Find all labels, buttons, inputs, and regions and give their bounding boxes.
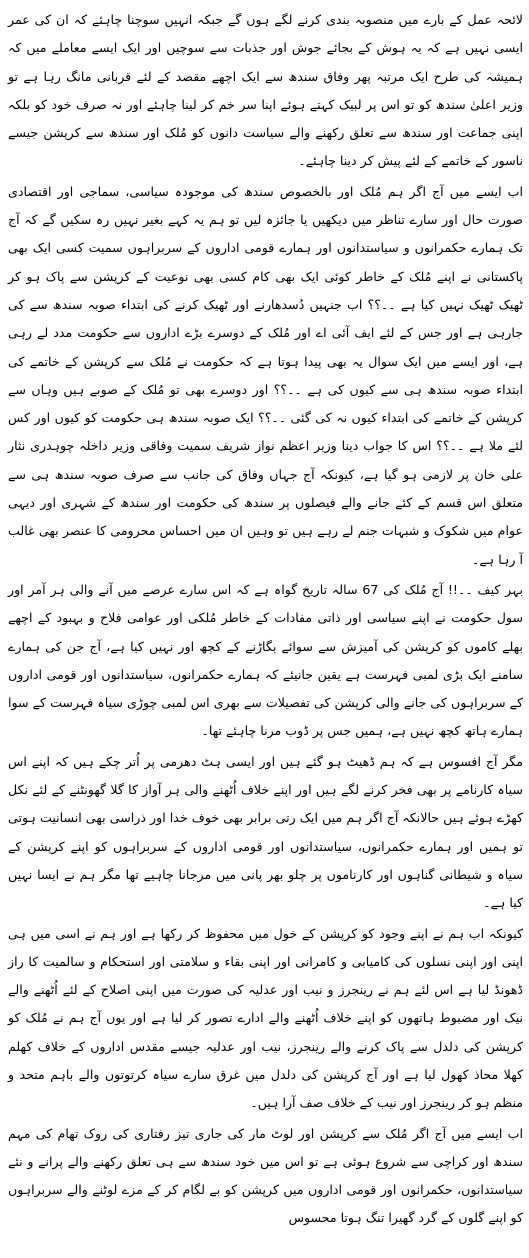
paragraph: مگر آج افسوس ہے کہ ہم ڈھیٹ ہو گئے ہیں اور ایسی ہٹ دھرمی پر اُتر چکے ہیں کہ اپنے اس سیاہ کارنامے پر بھی فخر کرنے لگے ہیں اور اپنے خلاف اُٹھنے والی ہر آواز کا گلا گھونٹنے کے لئے نکل کھڑے ہوئے ہیں حالانکہ آج اگر ہم میں ایک رتی برابر بھی خوف خدا اور ذراسی بھی انسانیت ہوتی تو ہمیں اور ہمارے حکمرانوں، سیاستدانوں اور قومی اداروں کے سربراہوں کو اپنے کرپشن کے سیاہ و شیطانی گناہوں اور کارناموں پر چلو بھر پانی میں مرجانا چاہیے تھا مگر ہم نے ایسا نہیں کیا ہے۔ [8, 753, 523, 911]
paragraph: لائحہ عمل کے بارے میں منصوبہ بندی کرنے لگے ہوں گے جبکہ انہیں سوچنا چاہئے کہ ان کی عمر ایسی نہیں ہے کہ یہ ہوش کے بجائے جوش اور جذبات سے سوچیں اور ایک ایسے معاملے میں کہ ہمیشہ کی طرح ایک مرتبہ پھر وفاق سندھ سے ایک اچھے مقصد کے لئے قربانی مانگ رہا ہے تو وزیر اعلیٰ سندھ کو تو اس پر لبیک کہتے ہوئے اپنا سر خم کر لینا چاہئے اور نہ صرف خود کو بلکہ اپنی جماعت اور سندھ سے تعلق رکھنے والے سیاست دانوں کو مُلک اور سندھ سے کرپشن جیسے ناسور کے خاتمے کے لئے پیش کر دینا چاہئے۔ [8, 12, 523, 169]
paragraph: کیونکہ اب ہم نے اپنے وجود کو کرپشن کے خول میں محفوظ کر رکھا ہے اور ہم نے اسی میں ہی اپنی اور اپنی نسلوں کی کامیابی و کامرانی اور اپنی بقاء و سلامتی اور استحکام و سالمیت کا راز ڈھونڈ لیا ہے اس لئے ہم نے رینجرز و نیب اور عدلیہ کی صورت میں اپنی اصلاح کے لئے اُٹھنے والے نیک اور مضبوط ہاتھوں کو اپنے خلاف اُٹھنے والے ادارے تصور کر لیا ہے اور یوں آج ہم نے مُلک کو کرپشن کی دلدل سے پاک کرنے والے رینجرز، نیب اور عدلیہ جیسے مقدس اداروں کے خلاف کھلم کھلا محاذ کھول لیا ہے اور آج کرپشن کی دلدل میں غرق سارے سیاہ کرتوتوں والے باہم متحد و منظم ہو کر رینجرز اور نیب کے خلاف صف آرا ہیں۔ [8, 925, 523, 1111]
paragraph: اب ایسے میں آج اگر مُلک سے کرپشن اور لوٹ مار کی جاری تیز رفتاری کی روک تھام کی مہم سندھ اور کراچی سے شروع ہوئی ہے تو اس میں خود سندھ سے ہی تعلق رکھنے والے پرانے و نئے سیاستدانوں، حکمرانوں اور قومی اداروں میں کرپشن کو بے لگام کر کے مزے لوٹنے والے سربراہوں کو اپنے گلوں کے گرد گھیرا تنگ ہوتا محسوس [8, 1125, 523, 1226]
paragraph: بہر کیف ۔۔!! آج مُلک کی 67 سالہ تاریخ گواہ ہے کہ اس سارے عرصے میں آنے والی ہر آمر اور سول حکومت نے اپنے سیاسی اور ذاتی مفادات کے خاطر مُلکی اور عوامی فلاح و بہبود کے اچھے بھلے کاموں کو کرپشن کی آمیزش سے سوائے بگاڑنے کے کچھ اور نہیں کیا ہے، آج جن کی ہمارے سامنے ایک بڑی لمبی فہرست ہے یقین جانیئے کہ ہمارے حکمرانوں، سیاستدانوں اور قومی اداروں کے سربراہوں کی جانے والی کرپشن کی تفصیلات سے بھری اس لمبی چوڑی سیاہ فہرست کے سوا ہمارے ہاتھ کچھ نہیں ہے، ہمیں جس پر ڈوب مرنا چاہئے تھا۔ [8, 581, 523, 739]
paragraph: اب ایسے میں آج اگر ہم مُلک اور بالخصوص سندھ کی موجودہ سیاسی، سماجی اور اقتصادی صورت حال اور سارے تناظر میں دیکھیں یا جائزہ لیں تو ہم یہ کہے بغیر نہیں رہ سکیں گے کہ آج تک ہمارے حکمرانوں و سیاستدانوں اور ہمارے قومی اداروں کے سربراہوں سمیت کسی ایک بھی پاکستانی نے اپنے مُلک کے خاطر کوئی ایک بھی کام کسی بھی نوعیت کے کرپشن سے پاک ہو کر ٹھیک ٹھیک نہیں کیا ہے ۔۔؟؟ اب جنہیں دُسدھارنے اور ٹھیک کرنے کی ابتداء صوبہ سندھ سے کی جارہی ہے اور جس کے لئے ایف آئی اے اور مُلک کے دوسرے بڑے اداروں سے حکومت مدد لے رہی ہے، اور ایسے میں ایک سوال یہ بھی پیدا ہوتا ہے کہ حکومت نے مُلک سے کرپشن کے خاتمے کی ابتداء صوبہ سندھ ہی سے کیوں کی ہے ۔۔؟؟ اور دوسرے بھی تو مُلک کے صوبے ہیں وہاں سے کرپشن کے خاتمے کی ابتداء کیوں نہ کی گئی ۔۔؟؟ ایک صوبہ سندھ ہی حکومت کو کیوں اور کس لئے ملا ہے ۔۔؟؟ اس کا جواب دینا وزیر اعظم نواز شریف سمیت وفاقی وزیر داخلہ چوہدری نثار علی خان پر لازمی ہو گیا ہے، کیونکہ آج جہاں وفاق کی جانب سے صرف صوبہ سندھ ہی سے متعلق اس قسم کے کئے جانے والے فیصلوں پر سندھ کی حکومت اور سندھ کے شہری اور دیہی عوام میں شکوک و شبہات جنم لے رہے ہیں تو وہیں ان میں احساس محرومی کا عنصر بھی غالب آ رہا ہے۔ [8, 183, 523, 567]
